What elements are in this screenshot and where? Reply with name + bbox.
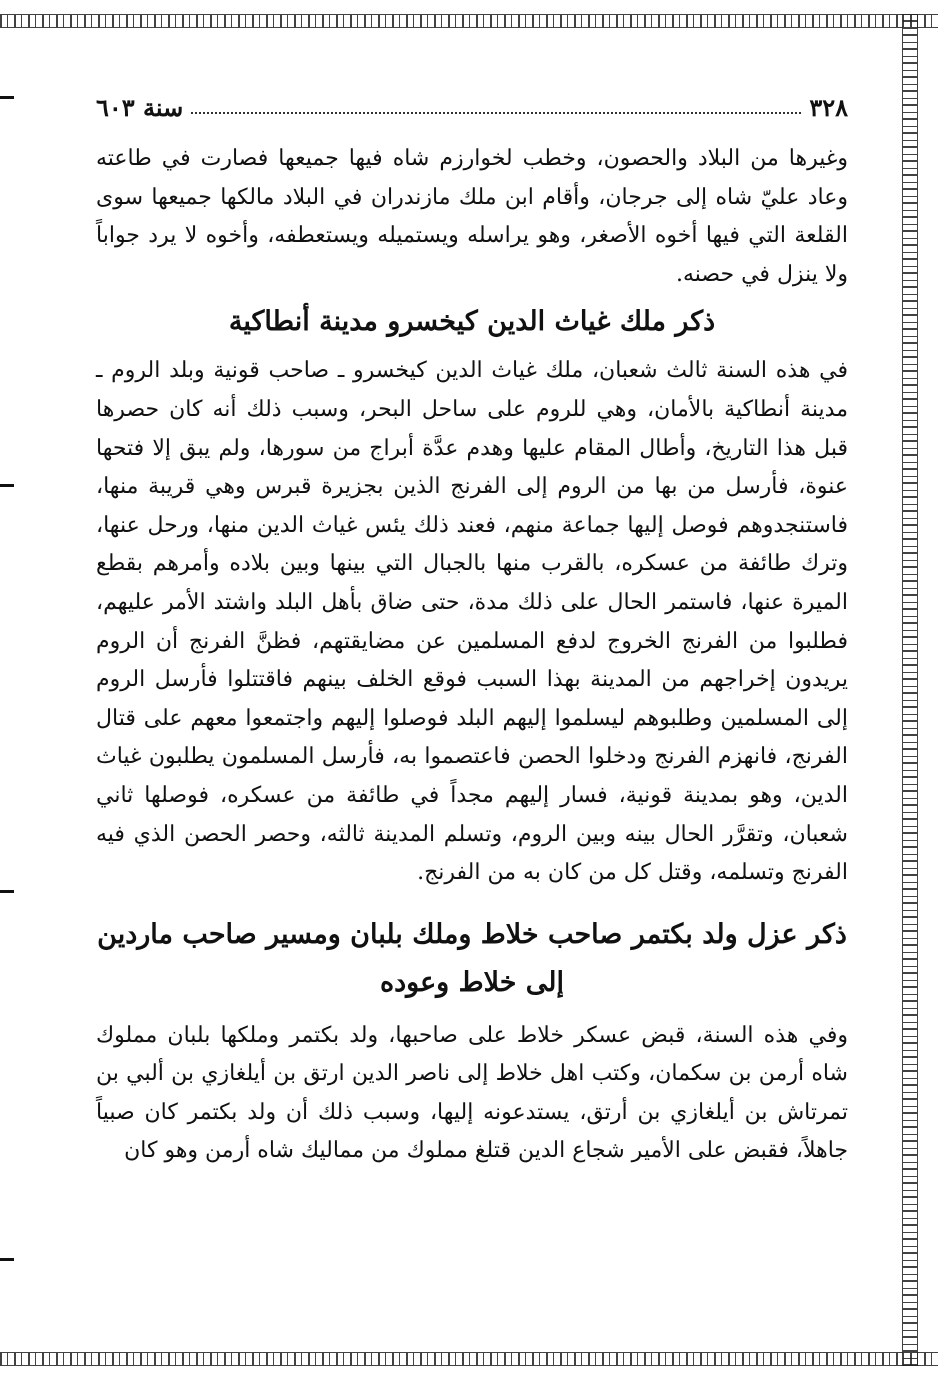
ornamental-border-bottom (0, 1352, 938, 1366)
ornamental-border-top (0, 14, 938, 28)
section-heading-antioch: ذكر ملك غياث الدين كيخسرو مدينة أنطاكية (228, 306, 716, 338)
paragraph-khilat: وفي هذه السنة، قبض عسكر خلاط على صاحبها، ولد بكتمر وملكها بلبان مملوك شاه أرمن بن سكمان، وكتب اهل خلاط إلى ناصر الدين ارتق بن أيلغازي بن ألبي بن تمرتاش بن أيلغازي بن أرتق، يستدعونه إليها، وسبب ذلك أن ولد بكتمر كان صبياً جاهلاً، فقبض على الأمير شجاع الدين قتلغ مملوك من مماليك شاه أرمن وهو كان (96, 1022, 848, 1164)
header-leader-dots (191, 112, 801, 114)
page-header (96, 86, 848, 122)
margin-mark (0, 890, 14, 893)
page-number: ٣٢٨ (809, 93, 848, 122)
section-heading-khilat: ذكر عزل ولد بكتمر صاحب خلاط وملك بلبان ومسير صاحب ماردين إلى خلاط وعوده (97, 918, 847, 998)
margin-mark (0, 1258, 14, 1261)
ornamental-border-right (902, 14, 918, 1366)
margin-mark (0, 96, 14, 99)
paragraph-antioch: في هذه السنة ثالث شعبان، ملك غياث الدين كيخسرو ـ صاحب قونية وبلد الروم ـ مدينة أنطاكية بالأمان، وهي للروم على ساحل البحر، وسبب ذلك أنه كان حصرها قبل هذا التاريخ، وأطال المقام عليها وهدم عدَّة أبراج من سورها، ولم يبق إلا فتحها عنوة، فأرسل من بها من الروم إلى الفرنج الذين بجزيرة قبرس وهي قريبة منها، فاستنجدوهم فوصل إليها جماعة منهم، فعند ذلك يئس غياث الدين منها، ورحل عنها، وترك طائفة من عسكره، بالقرب منها بالجبال التي بينها وبين بلاده وأمرهم بقطع الميرة عنها، فاستمر الحال على ذلك مدة، حتى ضاق بأهل البلد واشتد الأمر عليهم، فطلبوا من الفرنج الخروج لدفع المسلمين عن مضايقتهم، فظنَّ الفرنج أن الروم يريدون إخراجهم من المدينة بهذا السبب فوقع الخلف بينهم فاقتتلوا فأرسل الروم إلى المسلمين وطلبوهم ليسلموا إليهم البلد فوصلوا إليهم واجتمعوا معهم على قتال الفرنج، فانهزم الفرنج ودخلوا الحصن فاعتصموا به، فأرسل المسلمون يطلبون غياث الدين، وهو بمدينة قونية، فسار إليهم مجداً في طائفة من عسكره، فوصلها ثاني شعبان، وتقرَّر الحال بينه وبين الروم، وتسلم المدينة ثالثه، وحصر الحصن الذي فيه الفرنج وتسلمه، وقتل كل من كان به من الفرنج. (96, 358, 848, 886)
page-body (96, 140, 848, 1171)
margin-mark (0, 484, 14, 487)
running-head-year: سنة ٦٠٣ (96, 93, 184, 122)
paragraph-continued: وغيرها من البلاد والحصون، وخطب لخوارزم شاه فيها جميعها فصارت في طاعته وعاد عليّ شاه إلى جرجان، وأقام ابن ملك مازندران في البلاد مالكها جميعها سوى القلعة التي فيها أخوه الأصغر، وهو يراسله ويستميله ويستعطفه، وأخوه لا يرد جواباً ولا ينزل في حصنه. (96, 146, 848, 287)
